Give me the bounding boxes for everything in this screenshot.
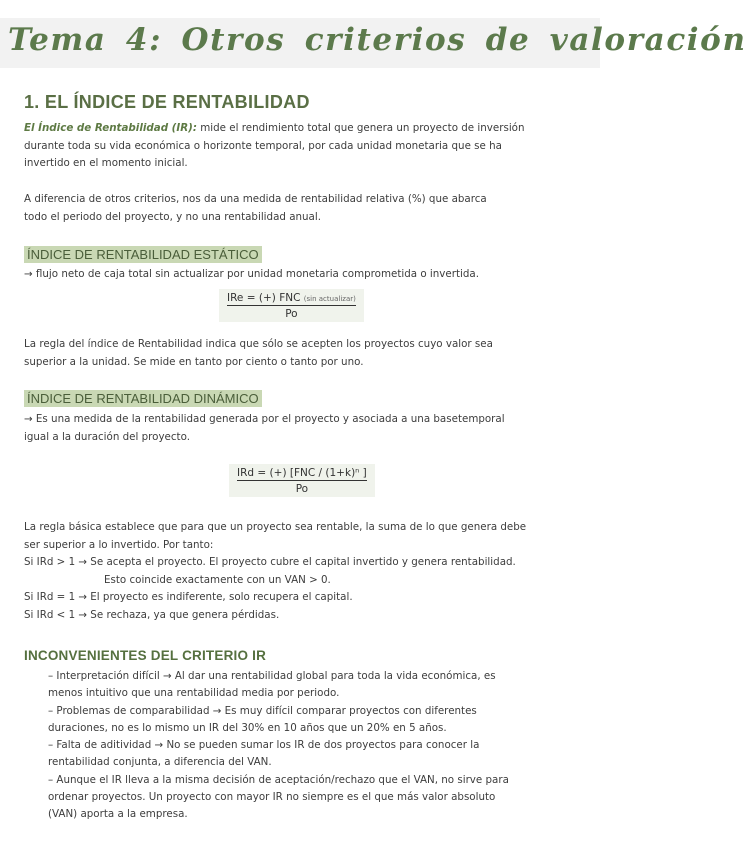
relative-line-1: A diferencia de otros criterios, nos da una medida de rentabilidad relativa (%) que abarca [24,193,487,205]
static-formula-note: (sin actualizar) [303,295,356,303]
case-accept-note: Esto coincide exactamente con un VAN > 0. [104,573,331,586]
relative-line-2: todo el periodo del proyecto, y no una rentabilidad anual. [24,210,322,223]
static-formula-denominator: Po [285,308,298,320]
dynamic-definition [24,411,584,446]
dynamic-def-line-1: → Es una medida de la rentabilidad generada por el proyecto y asociada a una basetemporal [24,413,505,425]
dynamic-rule-line-2: ser superior a lo invertido. Por tanto: [24,538,214,551]
list-item [48,772,588,824]
static-definition: → flujo neto de caja total sin actualizar por unidad monetaria comprometida o invertida. [24,268,479,280]
static-heading: ÍNDICE DE RENTABILIDAD ESTÁTICO [24,246,262,263]
case-indifferent: Si IRd = 1 → El proyecto es indiferente, solo recupera el capital. [24,591,353,603]
dynamic-def-line-2: igual a la duración del proyecto. [24,430,190,443]
bullet-4-line-2: ordenar proyectos. Un proyecto con mayor IR no siempre es el que más valor absoluto [48,791,496,804]
static-rule-line-1: La regla del índice de Rentabilidad indica que sólo se acepten los proyectos cuyo valor sea [24,338,493,350]
bullet-2-line-2: duraciones, no es lo mismo un IR del 30% en 10 años que un 20% en 5 años. [48,721,447,734]
bullet-3-line-2: rentabilidad conjunta, a diferencia del VAN. [48,756,272,769]
intro-line-1: mide el rendimiento total que genera un proyecto de inversión [196,122,525,134]
page-title: Tema 4: Otros criterios de valoración [8,22,747,58]
intro-paragraph [24,120,584,173]
bullet-4-line-1: – Aunque el IR lleva a la misma decisión de aceptación/rechazo que el VAN, no sirve para [48,773,509,786]
static-formula-numerator: (+) FNC [258,292,301,304]
list-item [48,703,588,738]
dynamic-formula [229,464,375,497]
inconvenientes-heading: INCONVENIENTES DEL CRITERIO IR [24,648,267,663]
inconvenientes-list [48,668,588,824]
dynamic-formula-denominator: Po [295,483,309,495]
intro-line-3: invertido en el momento inicial. [24,157,188,169]
static-rule [24,336,584,371]
dynamic-rule-line-1: La regla básica establece que para que un proyecto sea rentable, la suma de lo que genera debe [24,521,527,533]
static-formula [219,289,364,322]
list-item [48,668,588,703]
bullet-3-line-1: – Falta de aditividad → No se pueden sumar los IR de dos proyectos para conocer la [48,739,480,752]
list-item [48,737,588,772]
dynamic-formula-lhs: IRd = [237,467,267,479]
bullet-1-line-1: – Interpretación difícil → Al dar una rentabilidad global para toda la vida económica, es [48,670,496,682]
dynamic-formula-numerator: (+) [FNC / (1+k)ⁿ ] [269,467,367,479]
intro-term: El Índice de Rentabilidad (IR): [24,122,197,134]
static-rule-line-2: superior a la unidad. Se mide en tanto por ciento o tanto por uno. [24,355,364,368]
bullet-2-line-1: – Problemas de comparabilidad → Es muy difícil comparar proyectos con diferentes [48,704,477,717]
case-accept: Si IRd > 1 → Se acepta el proyecto. El proyecto cubre el capital invertido y genera rentabilidad. [24,556,516,568]
bullet-4-line-3: (VAN) aporta a la empresa. [48,808,188,821]
case-reject: Si IRd < 1 → Se rechaza, ya que genera pérdidas. [24,608,280,621]
dynamic-rule [24,519,584,624]
static-formula-lhs: IRe = [227,292,256,304]
relative-paragraph [24,191,584,226]
bullet-1-line-2: menos intuitivo que una rentabilidad media por periodo. [48,687,340,700]
section-heading-indice: 1. EL ÍNDICE DE RENTABILIDAD [24,92,310,112]
intro-line-2: durante toda su vida económica o horizonte temporal, por cada unidad monetaria que se ha [24,139,502,152]
dynamic-heading: ÍNDICE DE RENTABILIDAD DINÁMICO [24,390,262,407]
